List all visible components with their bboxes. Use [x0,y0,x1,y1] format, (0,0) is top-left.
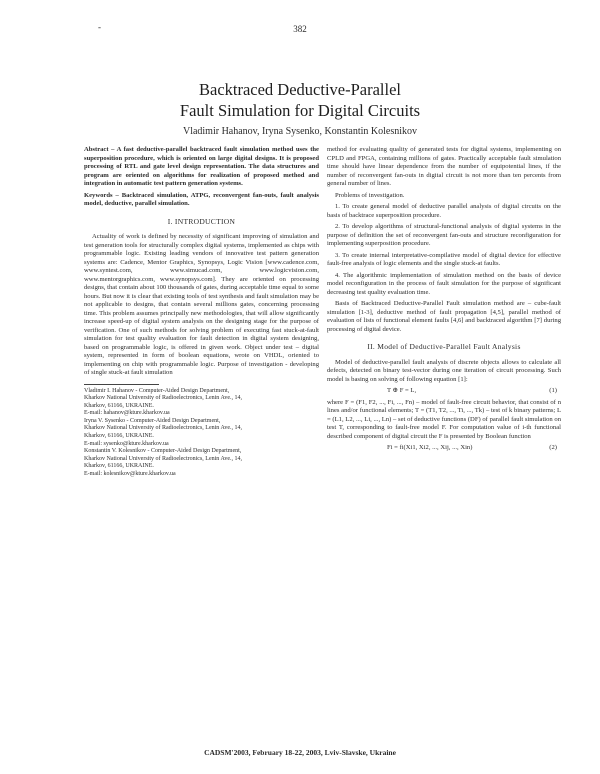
equation-2 [327,444,561,453]
problem-item-4: 4. The algorithmic implementation of simulation method on the basis of device model reconfiguration in the process of fault simulation for the purpose of significant decreasing test quality evaluation time. [327,271,561,296]
abstract: Abstract – A fast deductive-parallel backtraced fault simulation method uses the superposition procedure, which is oriented on large digital designs. It is proposed processing of RTL and gate level design representation. The data structures and program are oriented on algorithms for realization of proposed method and integration in automatic test pattern generation systems. [84,146,319,187]
footnote-email[interactable]: E-mail: kolesnikov@kture.kharkov.ua [84,471,176,478]
equation-1-number: (1) [549,387,557,394]
model-paragraph: Model of deductive-parallel fault analysis of discrete objects allows to calculate all defects, detected on binary test-vector during one iteration of circuit processing. Such model is basing on solving of following equation [1]: [327,358,561,383]
problem-item-2: 2. To develop algorithms of structural-functional analysis of digital systems in the purpose of definition the set of reconvergent fan-outs and structure reconfiguration for implementing superposition procedure. [327,223,561,247]
corner-mark: - [98,22,101,32]
equation-2-body: Fi = fi(Xi1, Xi2, ..., Xij, ..., Xin) [387,444,473,451]
footnote-line: Kharkov, 61166, UKRAINE. [84,463,154,470]
section-1-heading: I. INTRODUCTION [167,216,236,226]
equation-2-number: (2) [549,444,557,451]
footnote-rule [84,384,159,385]
where-paragraph: where F = (F1, F2, ..., Fi, ..., Fn) – model of fault-free circuit behavior, that consist of n lines and/or functional elements; T = (T1, T2, ..., Ti, ..., Tk) – test of k binary patterns; L = (L1, L2, ..., Li, ..., Ln) – set of deductive functions (DF) of parallel fault simulation on test T, corresponding to fault-free model F. For computation value of i-th functional described component of digital circuit the F is presented by Boolean function [327,398,561,440]
page-number: 382 [293,24,307,34]
problem-item-1: 1. To create general model of deductive parallel analysis of digital circuits on the basis of backtrace superposition procedure. [327,203,561,219]
keywords: Keywords – Backtraced simulation, ATPG, reconvergent fan-outs, fault analysis model, deductive, parallel simulation. [84,191,319,207]
footnote-line: Kharkov National University of Radioelectronics, Lenin Ave., 14, [84,395,243,402]
section-2-heading: II. Model of Deductive-Parallel Fault Analysis [367,342,521,351]
paper-title [0,79,600,121]
right-column [327,146,561,456]
title-line-2: Fault Simulation for Digital Circuits [179,101,421,120]
problems-heading: Problems of investigation. [335,191,405,199]
problem-item-3: 3. To create internal interpretative-compilative model of digital device for effective fault-free analysis of logic elements and the single stuck-at faults. [327,251,561,267]
footnote-line: Kharkov, 61166, UKRAINE. [84,433,154,440]
footnote-line: Konstantin V. Kolesnikov - Computer-Aided Design Department, [84,448,242,455]
intro-paragraph: Actuality of work is defined by necessity of significant improving of simulation and test generation tools for structurally complex digital systems, implemented as chips with programmable logic. Existing leading vendors of innovative test pattern generation systems are: Cadence, Mentor Graphics, Synopsys, Logic Vision [www.cadence.com, www.syntest.com, www.simucad.com, www.logicvision.com, www.mentorgraphics.com, www.synopsys.com]. They are oriented on processing designs, that contain about 100 thousands of gates, during acceptable time equal to some hours. But now it is clear that existing tools of test synthesis and fault simulation may be not applicable to designs, that contain several millions gates, concerning processing time. This problem assumes principally new methodologies, that will allow significantly increase speed-up of digital system analysis on the designing stage for the purpose of verification. One of such methods for solving problem of executing fast stuck-at-fault simulation for test quality evaluation for fault detection in digital system designing, based on programmable logic, is offered in given work. Object under test – digital system, represented in form of boolean equations, wrote on VHDL, oriented to implementing on chip with programmable logic. Purpose of investigation - developing of single stuck-at fault simulation [84,233,319,376]
title-line-1: Backtraced Deductive-Parallel [198,80,402,99]
footnote-line: Kharkov National University of Radioelectronics, Lenin Ave., 14, [84,455,243,462]
authors: Vladimir Hahanov, Iryna Sysenko, Konstantin Kolesnikov [182,126,418,137]
author-footnotes [84,388,319,479]
continued-paragraph: method for evaluating quality of generated tests for digital systems, implementing on CPLD and FPGA, containing millions of gates. Practically acceptable fault simulation time should have linear dependence from the number of equipotential lines, if the number of reconvergent fan-outs in digital circuit is not more than ten percents from general number of lines. [327,146,561,187]
footnote-line: Kharkov National University of Radioelectronics, Lenin Ave., 14, [84,425,243,432]
conference-footer: CADSM'2003, February 18-22, 2003, Lviv-Slavske, Ukraine [204,748,396,757]
left-column [84,146,319,479]
footnote-email[interactable]: E-mail: hahanov@kture.kharkov.ua [84,410,170,417]
footnote-line: Kharkov, 61166, UKRAINE. [84,402,154,409]
footnote-line: Vladimir I. Hahanov - Computer-Aided Design Department, [84,387,230,394]
method-basis-paragraph: Basis of Backtraced Deductive-Parallel Fault simulation method are – cube-fault simulation [1-3], deductive method of fault propagation [4,5], parallel method of evaluation of lists of functional element faults [4,6] and backtraced algorithm [7] during processing of digital device. [327,300,561,333]
equation-1-body: T ⊕ F = L, [387,387,417,394]
footnote-email[interactable]: E-mail: sysenko@kture.kharkov.ua [84,440,169,447]
equation-1 [327,387,561,396]
footnote-line: Iryna V. Sysenko - Computer-Aided Design Department, [84,417,221,424]
